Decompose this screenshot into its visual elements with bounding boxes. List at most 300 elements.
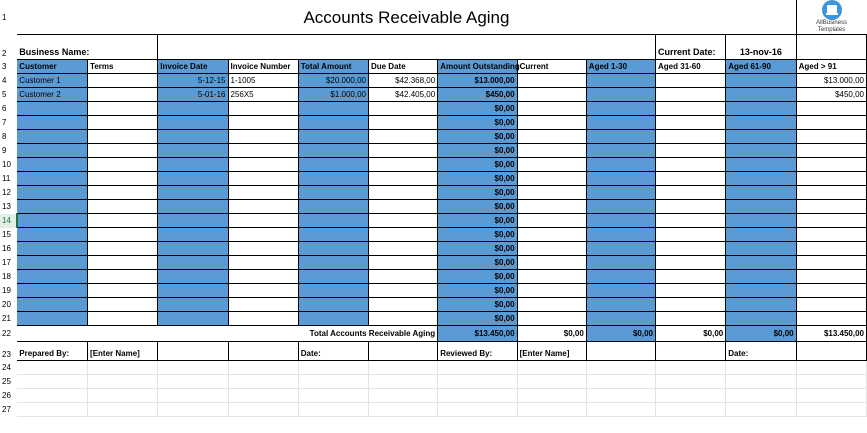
cell-terms[interactable] — [88, 228, 158, 242]
cell-aged-61-90[interactable] — [726, 88, 796, 102]
empty-cell[interactable] — [368, 403, 437, 417]
cell-amount-outstanding[interactable]: $0,00 — [438, 242, 517, 256]
cell-current[interactable] — [517, 130, 586, 144]
cell-amount-outstanding[interactable]: $13.000,00 — [438, 74, 517, 88]
row-header-1[interactable]: 1 — [2, 12, 7, 22]
empty-cell[interactable] — [796, 403, 866, 417]
cell-total-amount[interactable] — [298, 214, 368, 228]
cell-terms[interactable] — [88, 158, 158, 172]
cell-amount-outstanding[interactable]: $450,00 — [438, 88, 517, 102]
cell-customer[interactable] — [17, 298, 87, 312]
cell-aged-1-30[interactable] — [586, 284, 655, 298]
cell-due-date[interactable] — [368, 214, 437, 228]
cell-aged-61-90[interactable] — [726, 270, 796, 284]
empty-cell[interactable] — [298, 361, 368, 375]
cell-customer[interactable] — [17, 228, 87, 242]
empty-cell[interactable] — [17, 403, 87, 417]
reviewed-by-label[interactable]: Reviewed By: — [438, 342, 517, 361]
empty-cell[interactable] — [517, 375, 586, 389]
empty-cell[interactable] — [158, 375, 228, 389]
empty-cell[interactable] — [796, 375, 866, 389]
header-customer[interactable]: Customer — [17, 60, 87, 74]
cell-due-date[interactable] — [368, 312, 437, 326]
cell-aged-31-60[interactable] — [656, 214, 726, 228]
header-terms[interactable]: Terms — [88, 60, 158, 74]
cell-aged-31-60[interactable] — [656, 74, 726, 88]
cell-current[interactable] — [517, 214, 586, 228]
cell-current[interactable] — [517, 270, 586, 284]
cell-current[interactable] — [517, 312, 586, 326]
cell-aged-61-90[interactable] — [726, 256, 796, 270]
empty-cell[interactable] — [88, 403, 158, 417]
cell-invoice-number[interactable] — [228, 270, 298, 284]
cell-terms[interactable] — [88, 88, 158, 102]
cell-terms[interactable] — [88, 74, 158, 88]
cell-customer[interactable] — [17, 270, 87, 284]
cell-due-date[interactable] — [368, 172, 437, 186]
cell-aged-over-91[interactable] — [796, 172, 866, 186]
cell-terms[interactable] — [88, 130, 158, 144]
cell-invoice-date[interactable] — [158, 228, 228, 242]
cell-aged-1-30[interactable] — [586, 172, 655, 186]
cell-aged-61-90[interactable] — [726, 312, 796, 326]
empty-cell[interactable] — [368, 375, 437, 389]
empty-cell[interactable] — [228, 389, 298, 403]
cell-aged-31-60[interactable] — [656, 144, 726, 158]
total-aged-31-60[interactable]: $0,00 — [656, 326, 726, 342]
cell-due-date[interactable]: $42.405,00 — [368, 88, 437, 102]
cell-invoice-date[interactable] — [158, 172, 228, 186]
header-total-amount[interactable]: Total Amount — [298, 60, 368, 74]
empty-cell[interactable] — [586, 389, 655, 403]
cell-amount-outstanding[interactable]: $0,00 — [438, 116, 517, 130]
cell-terms[interactable] — [88, 270, 158, 284]
cell-current[interactable] — [517, 116, 586, 130]
empty-cell[interactable] — [656, 375, 726, 389]
cell-aged-31-60[interactable] — [656, 312, 726, 326]
cell-amount-outstanding[interactable]: $0,00 — [438, 130, 517, 144]
empty-cell[interactable] — [656, 403, 726, 417]
cell-amount-outstanding[interactable]: $0,00 — [438, 186, 517, 200]
cell-terms[interactable] — [88, 144, 158, 158]
cell-invoice-date[interactable] — [158, 116, 228, 130]
cell-invoice-date[interactable] — [158, 312, 228, 326]
cell-aged-over-91[interactable]: $450,00 — [796, 88, 866, 102]
cell-aged-61-90[interactable] — [726, 74, 796, 88]
cell-total-amount[interactable] — [298, 312, 368, 326]
row-header-17[interactable]: 17 — [2, 258, 11, 267]
cell-amount-outstanding[interactable]: $0,00 — [438, 284, 517, 298]
row-header-2[interactable]: 2 — [2, 48, 7, 58]
row-header-18[interactable]: 18 — [2, 272, 11, 281]
cell-due-date[interactable] — [368, 102, 437, 116]
cell-aged-1-30[interactable] — [586, 228, 655, 242]
cell-current[interactable] — [517, 284, 586, 298]
header-amount-outstanding[interactable]: Amount Outstanding — [438, 60, 517, 74]
empty-cell[interactable] — [368, 361, 437, 375]
cell-total-amount[interactable] — [298, 158, 368, 172]
cell-terms[interactable] — [88, 116, 158, 130]
cell-aged-1-30[interactable] — [586, 270, 655, 284]
cell-invoice-number[interactable]: 256X5 — [228, 88, 298, 102]
cell-invoice-number[interactable] — [228, 144, 298, 158]
cell-total-amount[interactable] — [298, 256, 368, 270]
cell-customer[interactable] — [17, 158, 87, 172]
cell-customer[interactable] — [17, 242, 87, 256]
title-cell[interactable] — [17, 0, 796, 35]
cell-terms[interactable] — [88, 172, 158, 186]
cell-aged-61-90[interactable] — [726, 158, 796, 172]
cell-aged-1-30[interactable] — [586, 256, 655, 270]
row-header-10[interactable]: 10 — [2, 160, 11, 169]
cell-aged-31-60[interactable] — [656, 186, 726, 200]
row-header-24[interactable]: 24 — [2, 363, 11, 372]
cell-invoice-date[interactable] — [158, 102, 228, 116]
row-header-11[interactable]: 11 — [2, 174, 11, 183]
header-invoice-date[interactable]: Invoice Date — [158, 60, 228, 74]
cell-customer[interactable] — [17, 186, 87, 200]
cell-aged-61-90[interactable] — [726, 102, 796, 116]
cell-aged-31-60[interactable] — [656, 130, 726, 144]
cell-aged-1-30[interactable] — [586, 242, 655, 256]
cell-current[interactable] — [517, 256, 586, 270]
cell-current[interactable] — [517, 102, 586, 116]
cell-total-amount[interactable] — [298, 144, 368, 158]
cell-total-amount[interactable] — [298, 130, 368, 144]
empty-cell[interactable] — [586, 361, 655, 375]
empty-cell[interactable] — [796, 361, 866, 375]
cell-amount-outstanding[interactable]: $0,00 — [438, 270, 517, 284]
cell-aged-1-30[interactable] — [586, 298, 655, 312]
prepared-by-label[interactable]: Prepared By: — [17, 342, 87, 361]
cell-total-amount[interactable] — [298, 186, 368, 200]
cell-amount-outstanding[interactable]: $0,00 — [438, 172, 517, 186]
empty-cell[interactable] — [158, 361, 228, 375]
cell-customer[interactable] — [17, 284, 87, 298]
cell-invoice-date[interactable] — [158, 242, 228, 256]
empty-cell[interactable] — [158, 389, 228, 403]
cell-invoice-date[interactable] — [158, 256, 228, 270]
cell-due-date[interactable] — [368, 158, 437, 172]
cell-aged-over-91[interactable] — [796, 228, 866, 242]
signoff-cell[interactable] — [586, 342, 655, 361]
business-name-label[interactable]: Business Name: — [17, 35, 157, 60]
cell-aged-over-91[interactable] — [796, 270, 866, 284]
cell-aged-31-60[interactable] — [656, 102, 726, 116]
reviewed-date-input[interactable] — [796, 342, 866, 361]
cell-aged-61-90[interactable] — [726, 228, 796, 242]
reviewed-by-name[interactable]: [Enter Name] — [517, 342, 586, 361]
empty-cell[interactable] — [228, 403, 298, 417]
cell-terms[interactable] — [88, 256, 158, 270]
cell-invoice-number[interactable] — [228, 228, 298, 242]
cell-customer[interactable] — [17, 130, 87, 144]
cell-current[interactable] — [517, 228, 586, 242]
row-header-8[interactable]: 8 — [2, 132, 7, 141]
cell-aged-61-90[interactable] — [726, 186, 796, 200]
row-header-26[interactable]: 26 — [2, 391, 11, 400]
cell-invoice-number[interactable] — [228, 256, 298, 270]
row-header-5[interactable]: 5 — [2, 90, 7, 99]
current-date-value[interactable]: 13-nov-16 — [726, 35, 796, 60]
cell-aged-31-60[interactable] — [656, 298, 726, 312]
empty-cell[interactable] — [726, 403, 796, 417]
row-header-27[interactable]: 27 — [2, 405, 11, 414]
empty-cell[interactable] — [228, 375, 298, 389]
cell-due-date[interactable] — [368, 200, 437, 214]
empty-cell[interactable] — [517, 361, 586, 375]
cell-invoice-date[interactable] — [158, 158, 228, 172]
cell-aged-31-60[interactable] — [656, 228, 726, 242]
row-header-15[interactable]: 15 — [2, 230, 11, 239]
cell-invoice-number[interactable] — [228, 242, 298, 256]
signoff-cell[interactable] — [228, 342, 298, 361]
cell-amount-outstanding[interactable]: $0,00 — [438, 158, 517, 172]
total-aged-1-30[interactable]: $0,00 — [586, 326, 655, 342]
empty-cell[interactable] — [438, 375, 517, 389]
cell-aged-over-91[interactable] — [796, 102, 866, 116]
cell-terms[interactable] — [88, 214, 158, 228]
cell-customer[interactable] — [17, 200, 87, 214]
cell-aged-1-30[interactable] — [586, 186, 655, 200]
empty-cell[interactable] — [298, 375, 368, 389]
cell-total-amount[interactable] — [298, 298, 368, 312]
cell-customer[interactable] — [17, 102, 87, 116]
cell-aged-1-30[interactable] — [586, 130, 655, 144]
cell-terms[interactable] — [88, 102, 158, 116]
cell-invoice-number[interactable] — [228, 200, 298, 214]
cell-aged-1-30[interactable] — [586, 74, 655, 88]
cell-invoice-number[interactable] — [228, 298, 298, 312]
empty-cell[interactable] — [586, 403, 655, 417]
cell-due-date[interactable] — [368, 256, 437, 270]
cell-current[interactable] — [517, 172, 586, 186]
cell-customer[interactable] — [17, 172, 87, 186]
cell-current[interactable] — [517, 186, 586, 200]
row-header-20[interactable]: 20 — [2, 300, 11, 309]
cell-aged-31-60[interactable] — [656, 88, 726, 102]
cell-amount-outstanding[interactable]: $0,00 — [438, 200, 517, 214]
empty-cell[interactable] — [438, 361, 517, 375]
empty-cell[interactable] — [726, 375, 796, 389]
cell-customer[interactable] — [17, 116, 87, 130]
cell-invoice-date[interactable]: 5-01-16 — [158, 88, 228, 102]
cell-invoice-number[interactable] — [228, 214, 298, 228]
cell-aged-31-60[interactable] — [656, 172, 726, 186]
row-header-6[interactable]: 6 — [2, 104, 7, 113]
cell-customer[interactable] — [17, 256, 87, 270]
cell-aged-over-91[interactable] — [796, 256, 866, 270]
row-header-22[interactable]: 22 — [2, 329, 11, 338]
cell-aged-1-30[interactable] — [586, 116, 655, 130]
cell-total-amount[interactable] — [298, 270, 368, 284]
empty-cell[interactable] — [88, 389, 158, 403]
empty-cell[interactable] — [368, 389, 437, 403]
cell-aged-over-91[interactable] — [796, 200, 866, 214]
cell-aged-1-30[interactable] — [586, 144, 655, 158]
cell-aged-1-30[interactable] — [586, 88, 655, 102]
cell-due-date[interactable] — [368, 116, 437, 130]
empty-cell[interactable] — [158, 403, 228, 417]
cell-invoice-number[interactable] — [228, 116, 298, 130]
row-header-7[interactable]: 7 — [2, 118, 7, 127]
empty-cell[interactable] — [796, 389, 866, 403]
cell-aged-61-90[interactable] — [726, 172, 796, 186]
header-current[interactable]: Current — [517, 60, 586, 74]
row-header-25[interactable]: 25 — [2, 377, 11, 386]
cell-current[interactable] — [517, 200, 586, 214]
cell-invoice-date[interactable] — [158, 284, 228, 298]
header-aged-1-30[interactable]: Aged 1-30 — [586, 60, 655, 74]
cell-aged-31-60[interactable] — [656, 256, 726, 270]
header-due-date[interactable]: Due Date — [368, 60, 437, 74]
cell-invoice-date[interactable]: 5-12-15 — [158, 74, 228, 88]
cell-aged-over-91[interactable] — [796, 312, 866, 326]
cell-aged-over-91[interactable]: $13.000,00 — [796, 74, 866, 88]
cell-aged-1-30[interactable] — [586, 158, 655, 172]
current-date-label[interactable]: Current Date: — [656, 35, 726, 60]
cell-invoice-date[interactable] — [158, 186, 228, 200]
cell-terms[interactable] — [88, 200, 158, 214]
total-aged-61-90[interactable]: $0,00 — [726, 326, 796, 342]
cell-aged-over-91[interactable] — [796, 130, 866, 144]
cell-aged-over-91[interactable] — [796, 284, 866, 298]
total-aged-over-91[interactable]: $13.450,00 — [796, 326, 866, 342]
cell-due-date[interactable] — [368, 186, 437, 200]
empty-cell[interactable] — [586, 375, 655, 389]
reviewed-date-label[interactable]: Date: — [726, 342, 796, 361]
cell-customer[interactable] — [17, 312, 87, 326]
cell-customer[interactable]: Customer 2 — [17, 88, 87, 102]
empty-cell[interactable] — [656, 389, 726, 403]
cell-total-amount[interactable] — [298, 116, 368, 130]
cell-total-amount[interactable] — [298, 228, 368, 242]
row-header-21[interactable]: 21 — [2, 314, 11, 323]
signoff-cell[interactable] — [158, 342, 228, 361]
row-header-4[interactable]: 4 — [2, 76, 7, 85]
cell-aged-1-30[interactable] — [586, 102, 655, 116]
header-aged-over-91[interactable]: Aged > 91 — [796, 60, 866, 74]
row-header-16[interactable]: 16 — [2, 244, 11, 253]
empty-cell[interactable] — [88, 375, 158, 389]
prepared-by-name[interactable]: [Enter Name] — [88, 342, 158, 361]
cell-terms[interactable] — [88, 284, 158, 298]
row-header-9[interactable]: 9 — [2, 146, 7, 155]
cell-amount-outstanding[interactable]: $0,00 — [438, 228, 517, 242]
cell-aged-over-91[interactable] — [796, 298, 866, 312]
cell-terms[interactable] — [88, 298, 158, 312]
cell-due-date[interactable] — [368, 242, 437, 256]
cell-aged-over-91[interactable] — [796, 242, 866, 256]
cell-due-date[interactable] — [368, 270, 437, 284]
cell-invoice-date[interactable] — [158, 270, 228, 284]
row-header-3[interactable]: 3 — [2, 62, 7, 71]
cell-aged-61-90[interactable] — [726, 200, 796, 214]
cell-amount-outstanding[interactable]: $0,00 — [438, 312, 517, 326]
cell-total-amount[interactable] — [298, 102, 368, 116]
cell-invoice-number[interactable] — [228, 158, 298, 172]
total-current[interactable]: $0,00 — [517, 326, 586, 342]
cell-aged-61-90[interactable] — [726, 298, 796, 312]
cell-total-amount[interactable] — [298, 200, 368, 214]
row-header-14[interactable]: 14 — [0, 214, 17, 228]
empty-cell[interactable] — [17, 389, 87, 403]
empty-cell[interactable] — [438, 389, 517, 403]
prepared-date-input[interactable] — [368, 342, 437, 361]
cell-invoice-number[interactable] — [228, 172, 298, 186]
cell-aged-61-90[interactable] — [726, 130, 796, 144]
cell-terms[interactable] — [88, 186, 158, 200]
cell-due-date[interactable] — [368, 228, 437, 242]
cell-invoice-number[interactable]: 1-1005 — [228, 74, 298, 88]
cell-invoice-date[interactable] — [158, 298, 228, 312]
cell-due-date[interactable] — [368, 298, 437, 312]
cell-total-amount[interactable] — [298, 172, 368, 186]
cell-aged-over-91[interactable] — [796, 186, 866, 200]
empty-cell[interactable] — [517, 403, 586, 417]
empty-cell[interactable] — [298, 389, 368, 403]
business-name-input[interactable] — [158, 35, 656, 60]
empty-cell[interactable] — [656, 361, 726, 375]
cell-amount-outstanding[interactable]: $0,00 — [438, 102, 517, 116]
cell-due-date[interactable]: $42.368,00 — [368, 74, 437, 88]
empty-cell[interactable] — [726, 361, 796, 375]
cell-current[interactable] — [517, 144, 586, 158]
row-header-12[interactable]: 12 — [2, 188, 11, 197]
header-invoice-number[interactable]: Invoice Number — [228, 60, 298, 74]
cell-customer[interactable] — [17, 214, 87, 228]
signoff-cell[interactable] — [656, 342, 726, 361]
row-header-23[interactable]: 23 — [2, 349, 11, 359]
cell-terms[interactable] — [88, 312, 158, 326]
cell-aged-61-90[interactable] — [726, 144, 796, 158]
cell-amount-outstanding[interactable]: $0,00 — [438, 256, 517, 270]
totals-label[interactable]: Total Accounts Receivable Aging — [17, 326, 437, 342]
header-aged-31-60[interactable]: Aged 31-60 — [656, 60, 726, 74]
cell-invoice-number[interactable] — [228, 312, 298, 326]
cell-due-date[interactable] — [368, 130, 437, 144]
cell-aged-over-91[interactable] — [796, 116, 866, 130]
empty-cell[interactable] — [438, 403, 517, 417]
cell-aged-31-60[interactable] — [656, 158, 726, 172]
cell-aged-over-91[interactable] — [796, 158, 866, 172]
cell-customer[interactable]: Customer 1 — [17, 74, 87, 88]
total-outstanding[interactable]: $13.450,00 — [438, 326, 517, 342]
cell-aged-over-91[interactable] — [796, 214, 866, 228]
cell-aged-61-90[interactable] — [726, 242, 796, 256]
cell-invoice-date[interactable] — [158, 214, 228, 228]
cell-invoice-date[interactable] — [158, 144, 228, 158]
cell-aged-31-60[interactable] — [656, 284, 726, 298]
prepared-date-label[interactable]: Date: — [298, 342, 368, 361]
empty-cell[interactable] — [228, 361, 298, 375]
cell-total-amount[interactable]: $1.000,00 — [298, 88, 368, 102]
empty-cell[interactable] — [17, 361, 87, 375]
empty-cell[interactable] — [17, 375, 87, 389]
cell-amount-outstanding[interactable]: $0,00 — [438, 214, 517, 228]
cell-total-amount[interactable] — [298, 284, 368, 298]
cell-current[interactable] — [517, 74, 586, 88]
cell-due-date[interactable] — [368, 284, 437, 298]
cell-amount-outstanding[interactable]: $0,00 — [438, 298, 517, 312]
cell-due-date[interactable] — [368, 144, 437, 158]
cell-invoice-number[interactable] — [228, 102, 298, 116]
empty-cell[interactable] — [298, 403, 368, 417]
cell-aged-1-30[interactable] — [586, 312, 655, 326]
cell-invoice-date[interactable] — [158, 130, 228, 144]
row-header-19[interactable]: 19 — [2, 286, 11, 295]
empty-cell[interactable] — [726, 389, 796, 403]
